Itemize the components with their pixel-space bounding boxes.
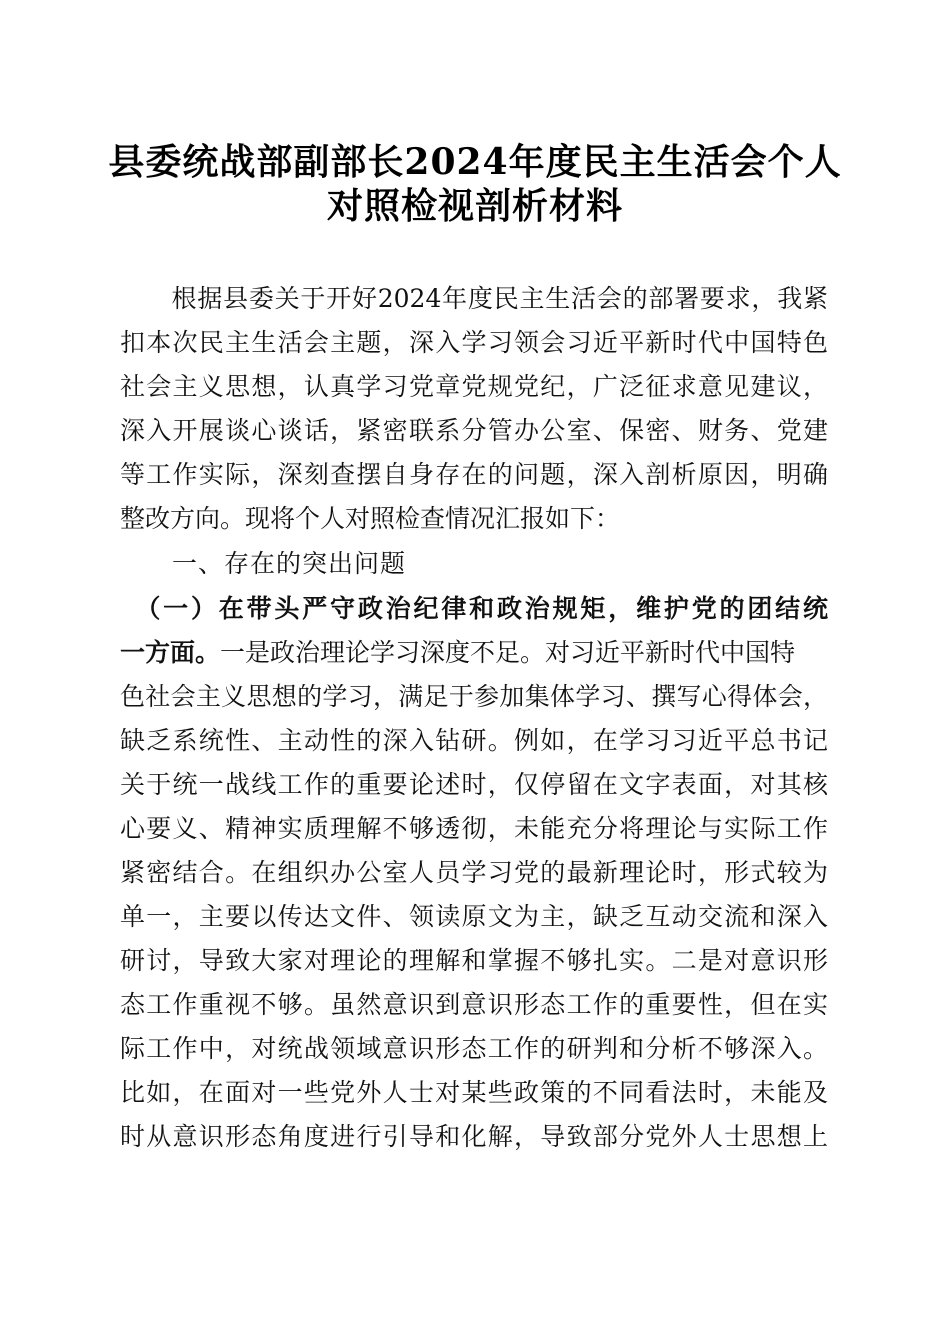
subsection-heading-line-2: 一方面。 (120, 638, 221, 667)
body-line-1: 色社会主义思想的学习，满足于参加集体学习、撰写心得体会， (120, 682, 828, 711)
body-line-5: 紧密结合。在组织办公室人员学习党的最新理论时，形式较为 (120, 858, 828, 887)
intro-line-1: 根据县委关于开好2024年度民主生活会的部署要求，我紧 (120, 284, 828, 313)
intro-line-2: 扣本次民主生活会主题，深入学习领会习近平新时代中国特色 (120, 328, 828, 357)
intro-line-3: 社会主义思想，认真学习党章党规党纪，广泛征求意见建议， (120, 372, 828, 401)
body-line-2: 缺乏系统性、主动性的深入钻研。例如，在学习习近平总书记 (120, 726, 828, 755)
intro-line-5: 等工作实际，深刻查摆自身存在的问题，深入剖析原因，明确 (120, 460, 828, 489)
body-line-10: 比如，在面对一些党外人士对某些政策的不同看法时，未能及 (120, 1078, 828, 1107)
subsection-heading-line-2-row (120, 630, 828, 676)
document-title-line-2: 对照检视剖析材料 (326, 185, 623, 227)
intro-line-6: 整改方向。现将个人对照检查情况汇报如下： (120, 504, 621, 533)
subsection-heading-line-1: （一）在带头严守政治纪律和政治规矩，维护党的团结统 (120, 594, 828, 623)
body-line-11: 时从意识形态角度进行引导和化解，导致部分党外人士思想上 (120, 1122, 828, 1151)
body-line-4: 心要义、精神实质理解不够透彻，未能充分将理论与实际工作 (120, 814, 828, 843)
section-heading: 一、存在的突出问题 (120, 549, 407, 578)
body-line-7: 研讨，导致大家对理论的理解和掌握不够扎实。二是对意识形 (120, 946, 828, 975)
body-first-tail: 一是政治理论学习深度不足。对习近平新时代中国特 (220, 638, 796, 667)
body-line-8: 态工作重视不够。虽然意识到意识形态工作的重要性，但在实 (120, 990, 828, 1019)
intro-line-4: 深入开展谈心谈话，紧密联系分管办公室、保密、财务、党建 (120, 416, 828, 445)
body-line-9: 际工作中，对统战领域意识形态工作的研判和分析不够深入。 (120, 1034, 828, 1063)
body-line-6: 单一，主要以传达文件、领读原文为主，缺乏互动交流和深入 (120, 902, 828, 931)
document-title-line-1: 县委统战部副部长2024年度民主生活会个人 (108, 141, 842, 183)
body-line-3: 关于统一战线工作的重要论述时，仅停留在文字表面，对其核 (120, 770, 828, 799)
